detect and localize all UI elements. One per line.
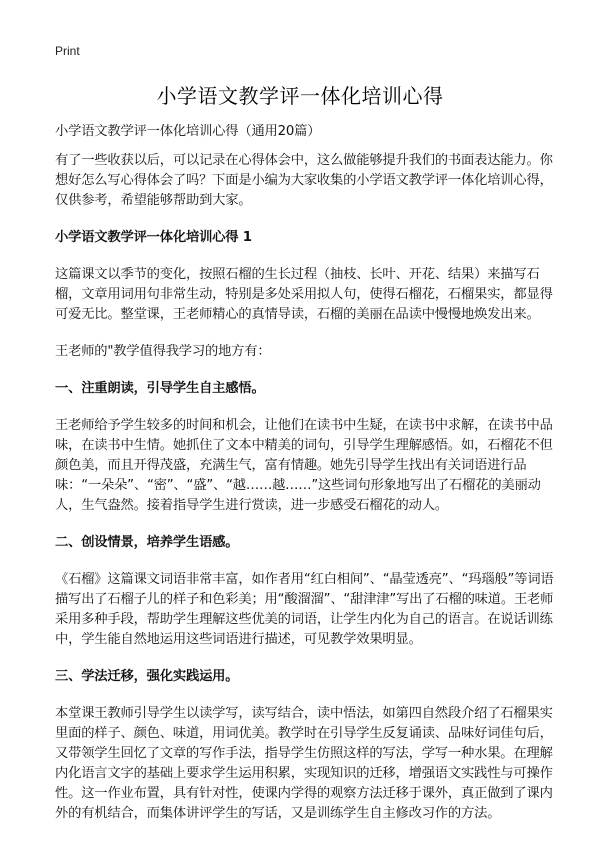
paragraph-4: 《石榴》这篇课文词语非常丰富，如作者用“红白相间”、“晶莹透亮”、“玛瑙般”等词语描写出了石榴子儿的样子和色彩美；用“酸溜溜”、“甜津津”写出了石榴的味道。王老师采用多种手段，帮助学生理解这些优美的词语，让学生内化为自己的语言。在说话训练中，学生能自然地运用这些词语进行描述，可见教学效果明显。 bbox=[55, 572, 554, 647]
article-body bbox=[55, 122, 555, 841]
subheading-3: 三、学法迁移，强化实践运用。 bbox=[55, 669, 239, 684]
page-title: 小学语文教学评一体化培训心得 bbox=[156, 84, 444, 108]
paragraph-2: 王老师的"教学值得我学习的地方有： bbox=[55, 344, 271, 359]
print-link[interactable]: Print bbox=[55, 44, 80, 58]
subheading-1: 一、注重朗读，引导学生自主感悟。 bbox=[55, 381, 265, 396]
paragraph-3: 王老师给予学生较多的时间和机会，让他们在读书中生疑，在读书中求解，在读书中品味，在读书中生情。她抓住了文本中精美的词句，引导学生理解感悟。如，石榴花不但颜色美，而且开得茂盛，充满生气，富有情趣。她先引导学生找出有关词语进行品味：“一朵朵”、“密”、“盛”、“越……越……”这些词句形象地写出了石榴花的美丽动人，生气盎然。接着指导学生进行赏读，进一步感受石榴花的动人。 bbox=[55, 418, 553, 513]
paragraph-1: 这篇课文以季节的变化，按照石榴的生长过程（抽枝、长叶、开花、结果）来描写石榴，文章用词用句非常生动，特别是多处采用拟人句，使得石榴花，石榴果实，都显得可爱无比。整堂课，王老师精心的真情导读，石榴的美丽在品读中慢慢地焕发出来。 bbox=[55, 267, 553, 322]
article-subtitle: 小学语文教学评一体化培训心得（通用20篇） bbox=[55, 124, 321, 139]
paragraph-5: 本堂课王教师引导学生以读学写，读写结合，读中悟法，如第四自然段介绍了石榴果实里面的样子、颜色、味道，用词优美。教学时在引导学生反复诵读、品味好词佳句后，又带领学生回忆了文章的写作手法，指导学生仿照这样的写法，学写一种水果。在理解内化语言文字的基础上要求学生运用积累，实现知识的迁移，增强语文实践性与可操作性。这一作业布置，具有针对性，使课内学得的观察方法迁移于课外，真正做到了课内外的有机结合，而集体讲评学生的写话，又是训练学生自主修改习作的方法。 bbox=[55, 706, 553, 821]
intro-paragraph: 有了一些收获以后，可以记录在心得体会中，这么做能够提升我们的书面表达能力。你想好怎么写心得体会了吗？下面是小编为大家收集的小学语文教学评一体化培训心得，仅供参考，希望能够帮助到大家。 bbox=[55, 153, 553, 208]
subheading-2: 二、创设情景，培养学生语感。 bbox=[55, 535, 239, 550]
section-heading: 小学语文教学评一体化培训心得 1 bbox=[55, 230, 252, 245]
